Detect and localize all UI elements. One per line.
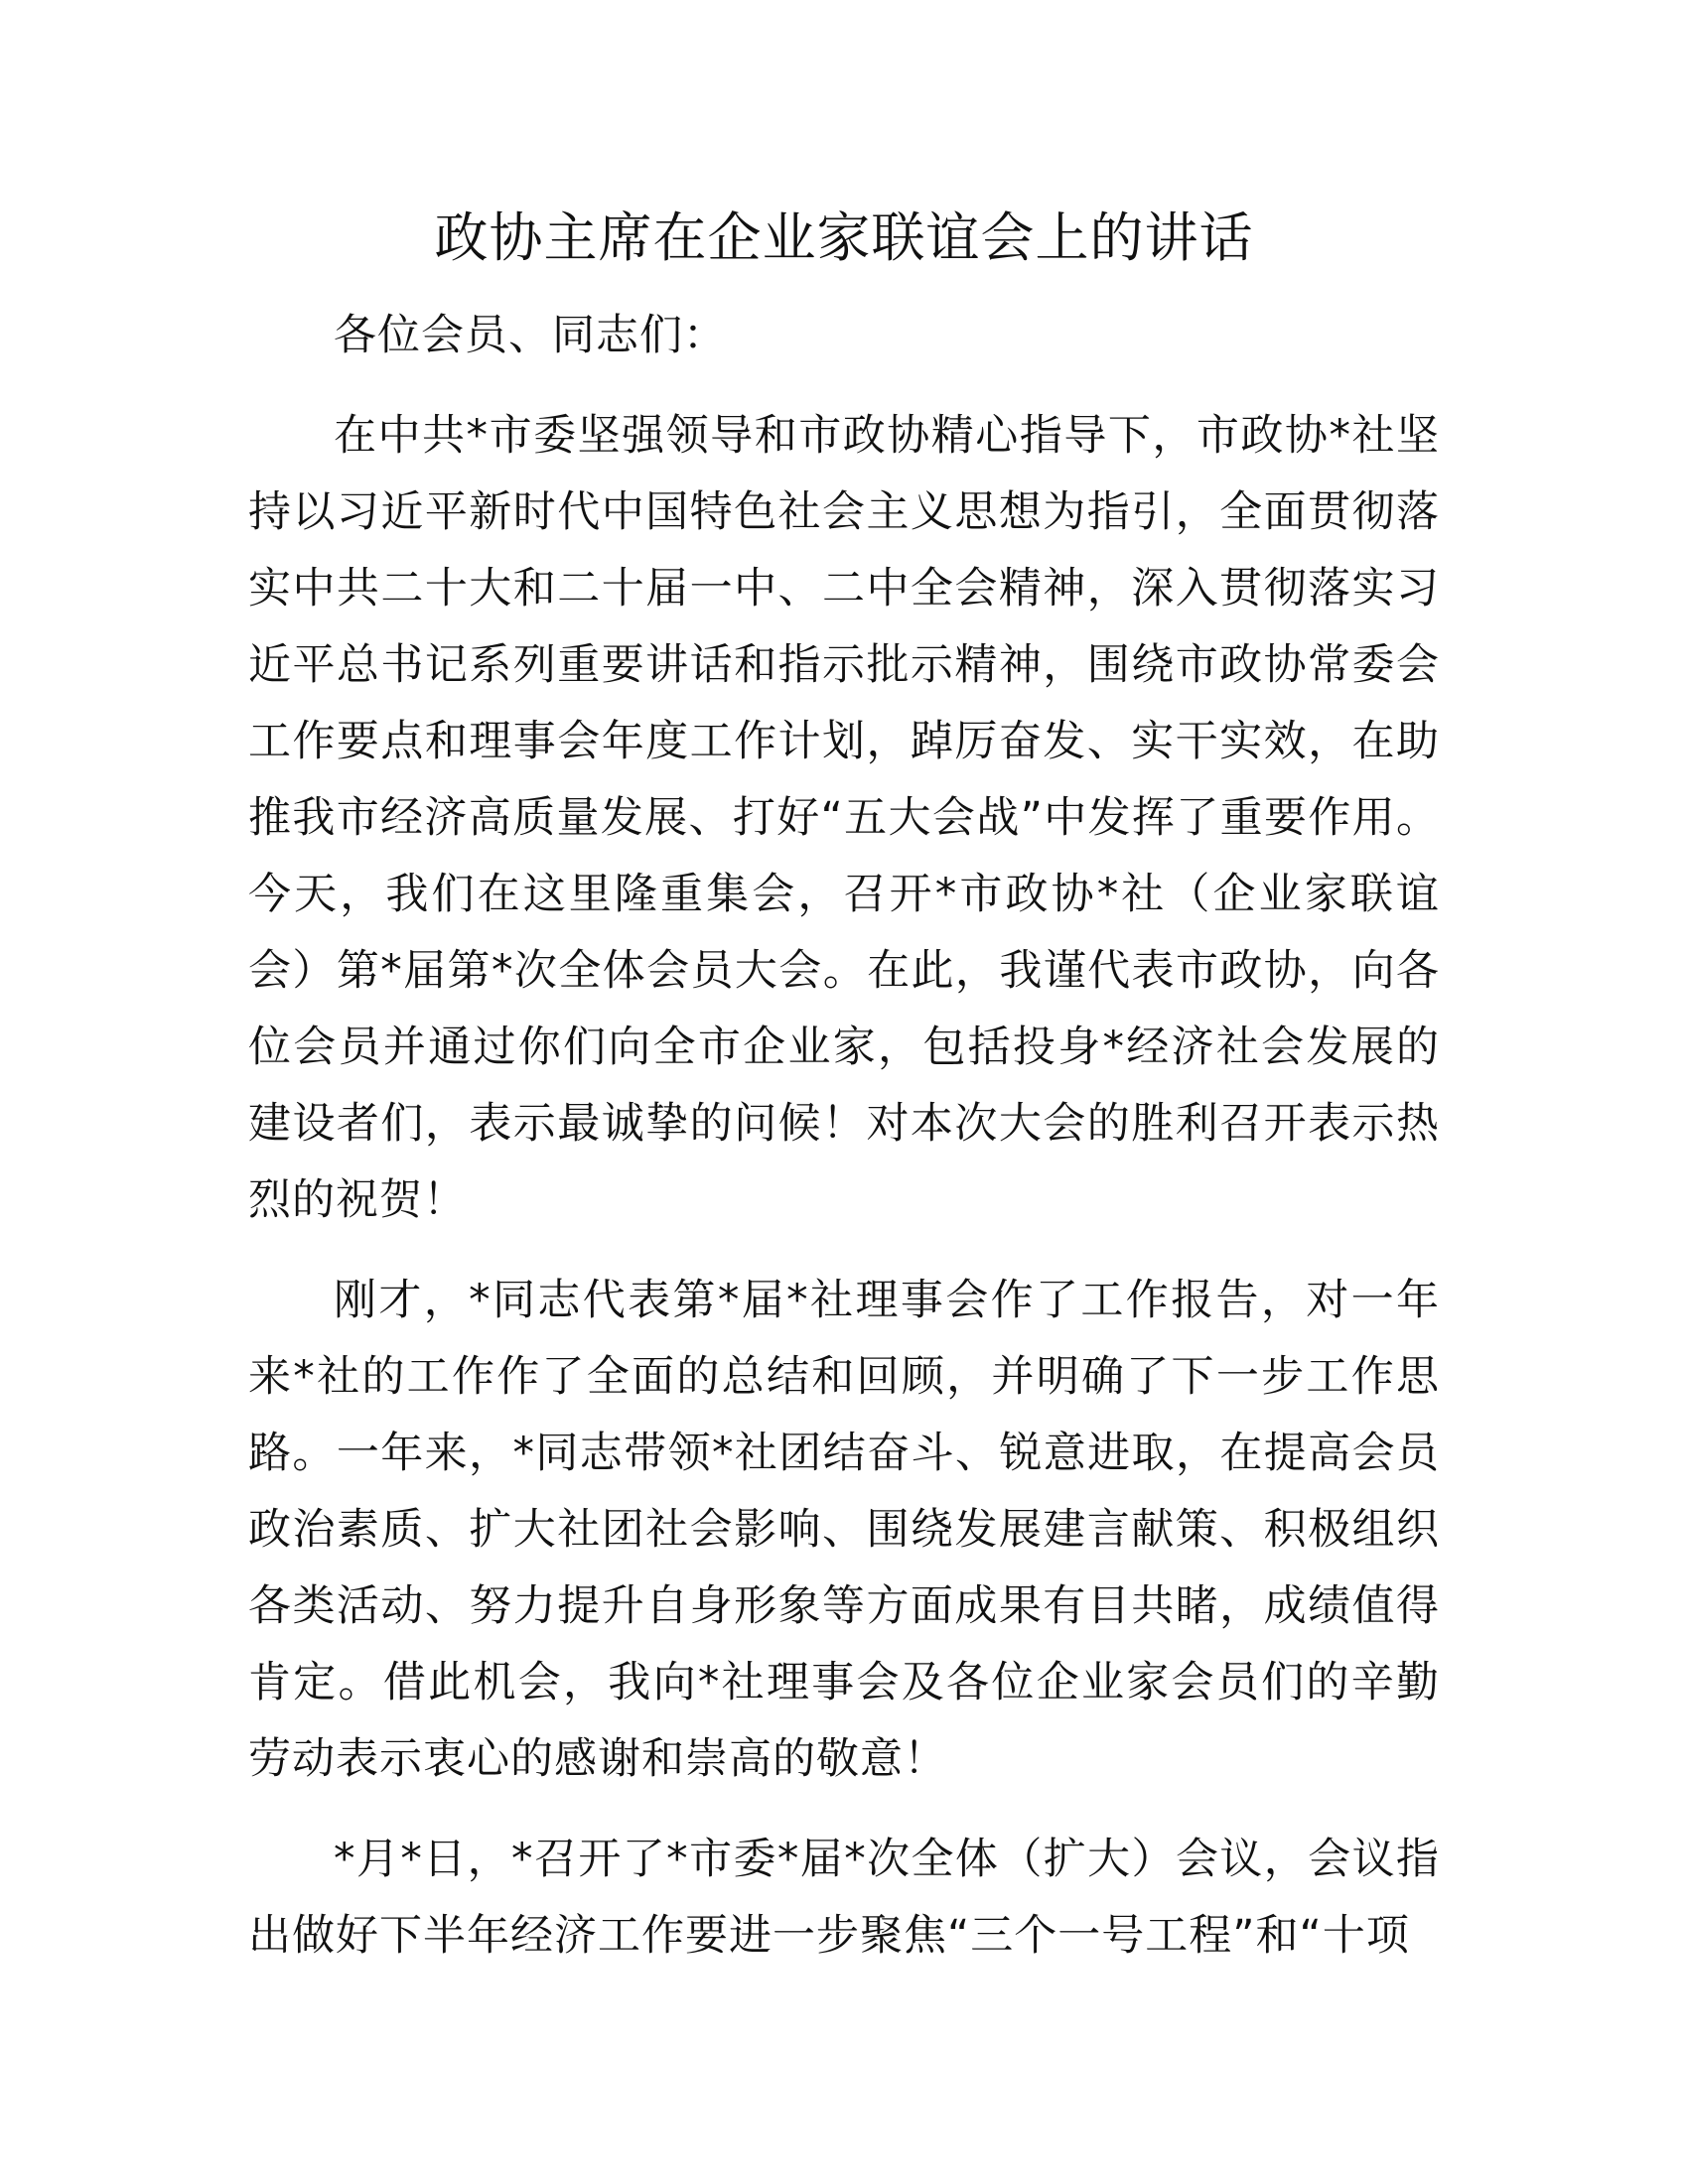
salutation: 各位会员、同志们：: [334, 311, 727, 360]
paragraph-2: 刚才，*同志代表第*届*社理事会作了工作报告，对一年来*社的工作作了全面的总结和回顾，并明确了下一步工作思路。一年来，*同志带领*社团结奋斗、锐意进取，在提高会员政治素质、扩大社团社会影响、围绕发展建言献策、积极组织各类活动、努力提升自身形象等方面成果有目共睹，成绩值得肯定。借此机会，我向*社理事会及各位企业家会员们的辛勤劳动表示衷心的感谢和崇高的敬意！: [248, 1276, 1440, 1784]
document-body: [248, 298, 1440, 1998]
paragraph-3: *月*日，*召开了*市委*届*次全体（扩大）会议，会议指出做好下半年经济工作要进一步聚焦“三个一号工程”和“十项: [248, 1835, 1440, 1961]
document-title: 政协主席在企业家联谊会上的讲话: [434, 206, 1254, 269]
paragraph-1: 在中共*市委坚强领导和市政协精心指导下，市政协*社坚持以习近平新时代中国特色社会主义思想为指引，全面贯彻落实中共二十大和二十届一中、二中全会精神，深入贯彻落实习近平总书记系列重要讲话和指示批示精神，围绕市政协常委会工作要点和理事会年度工作计划，踔厉奋发、实干实效，在助推我市经济高质量发展、打好“五大会战”中发挥了重要作用。今天，我们在这里隆重集会，召开*市政协*社（企业家联谊会）第*届第*次全体会员大会。在此，我谨代表市政协，向各位会员并通过你们向全市企业家，包括投身*经济社会发展的建设者们，表示最诚挚的问候！对本次大会的胜利召开表示热烈的祝贺！: [248, 411, 1440, 1225]
